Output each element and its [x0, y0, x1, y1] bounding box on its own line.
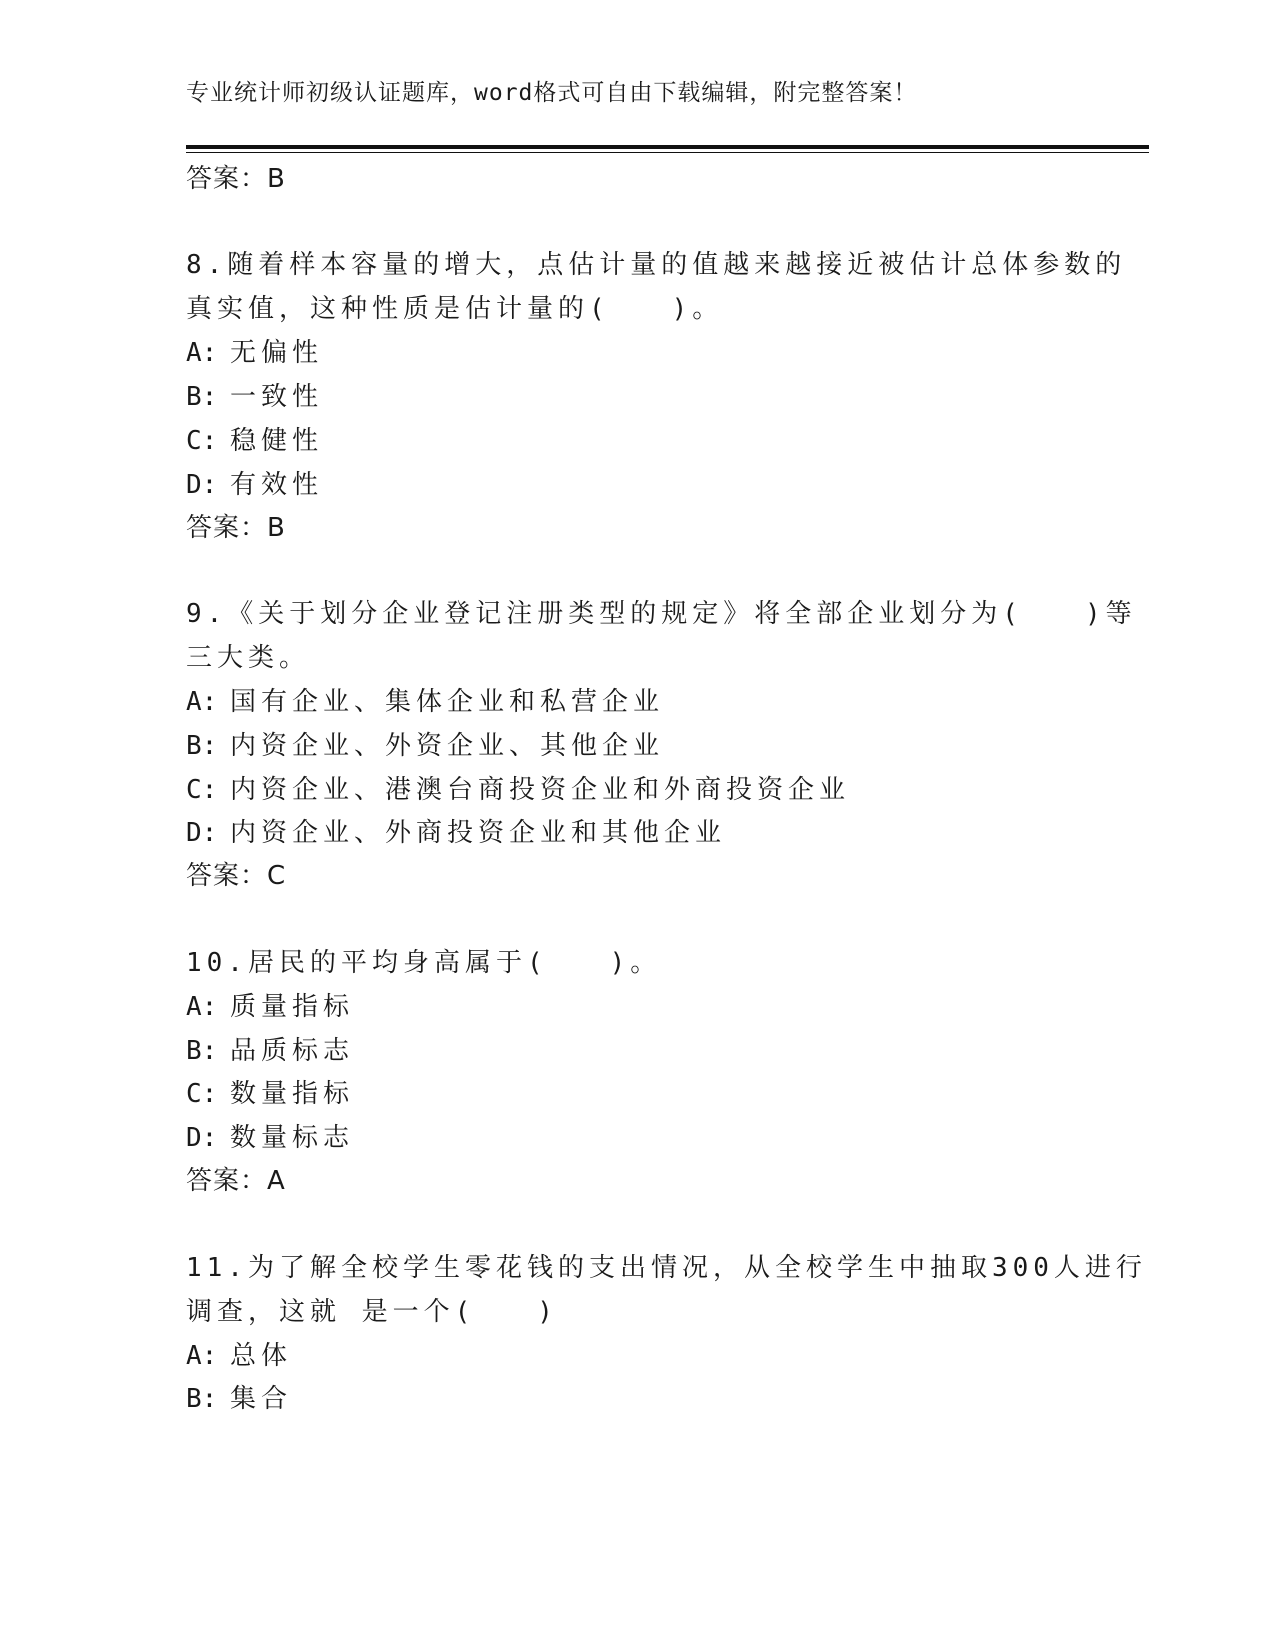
question-9-option-d: [186, 812, 726, 849]
question-8-option-b: [186, 376, 323, 413]
question-10-line-1: 10.居民的平均身高属于( )。: [186, 948, 662, 978]
question-9-option-b: [186, 725, 664, 762]
question-9-option-c: [186, 769, 850, 806]
option-text: 一致性: [230, 382, 324, 412]
question-8-line-1: 8.随着样本容量的增大，点估计量的值越来越接近被估计总体参数的: [186, 250, 1127, 280]
option-text: 品质标志: [230, 1036, 355, 1066]
option-letter: C:: [186, 775, 218, 805]
option-letter: B:: [186, 1384, 218, 1414]
question-9-line-2: 三大类。: [186, 643, 311, 673]
question-9-line-1: 9.《关于划分企业登记注册类型的规定》将全部企业划分为( )等: [186, 599, 1137, 629]
option-text: 数量指标: [230, 1079, 355, 1109]
question-10-answer: 答案：A: [186, 1166, 286, 1196]
option-text: 内资企业、港澳台商投资企业和外商投资企业: [230, 775, 851, 805]
question-10-option-c: [186, 1073, 354, 1110]
option-text: 无偏性: [230, 338, 324, 368]
question-9-answer: 答案：C: [186, 861, 287, 891]
option-letter: D:: [186, 1123, 218, 1153]
answer-previous: 答案：B: [186, 164, 286, 194]
question-8-option-a: [186, 332, 323, 369]
question-11-option-b: [186, 1378, 292, 1415]
option-text: 质量指标: [230, 992, 355, 1022]
question-8-option-c: [186, 420, 323, 457]
option-letter: A:: [186, 687, 218, 717]
option-letter: C:: [186, 426, 218, 456]
option-text: 有效性: [230, 470, 324, 500]
option-letter: D:: [186, 818, 218, 848]
question-10-option-a: [186, 986, 354, 1023]
header-note: 专业统计师初级认证题库，word格式可自由下载编辑，附完整答案！: [186, 80, 918, 106]
option-text: 稳健性: [230, 426, 324, 456]
header-rule-thin: [186, 152, 1149, 153]
question-11-line-2: 调查，这就 是一个( ): [186, 1297, 558, 1327]
question-10-option-b: [186, 1030, 354, 1067]
option-letter: A:: [186, 1341, 218, 1371]
option-text: 内资企业、外资企业、其他企业: [230, 731, 665, 761]
option-letter: A:: [186, 338, 218, 368]
option-text: 集合: [230, 1384, 293, 1414]
option-letter: B:: [186, 382, 218, 412]
question-8-option-d: [186, 464, 323, 501]
option-letter: A:: [186, 992, 218, 1022]
option-text: 总体: [230, 1341, 293, 1371]
option-text: 内资企业、外商投资企业和其他企业: [230, 818, 727, 848]
header-rule-thick: [186, 145, 1149, 149]
question-9-option-a: [186, 681, 664, 718]
option-text: 国有企业、集体企业和私营企业: [230, 687, 665, 717]
question-10-option-d: [186, 1117, 354, 1154]
question-11-option-a: [186, 1335, 292, 1372]
option-letter: D:: [186, 470, 218, 500]
question-8-line-2: 真实值，这种性质是估计量的( )。: [186, 294, 724, 324]
option-letter: B:: [186, 731, 218, 761]
option-text: 数量标志: [230, 1123, 355, 1153]
option-letter: B:: [186, 1036, 218, 1066]
option-letter: C:: [186, 1079, 218, 1109]
question-11-line-1: 11.为了解全校学生零花钱的支出情况，从全校学生中抽取300人进行: [186, 1253, 1147, 1283]
question-8-answer: 答案：B: [186, 513, 286, 543]
